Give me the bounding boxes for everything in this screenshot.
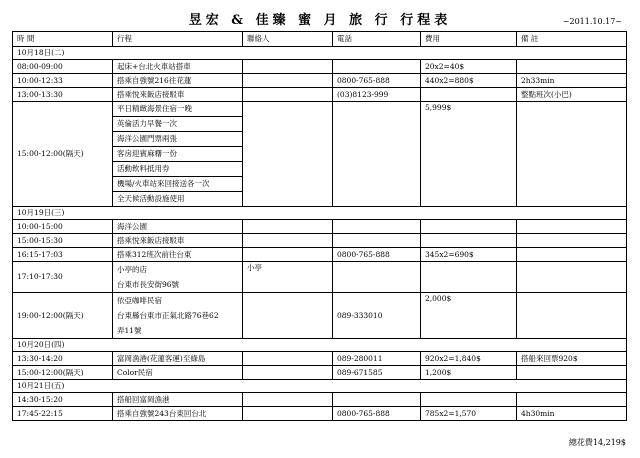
day-header-row	[13, 339, 627, 352]
table-row	[13, 74, 627, 88]
col-note: 備 註	[517, 32, 627, 47]
table-row	[13, 262, 627, 293]
inn-name: 依亞咖啡民宿	[117, 296, 162, 305]
table-row	[13, 293, 627, 339]
phone-cell: 089-671585	[333, 366, 421, 380]
plan-cell: 搭乘自強號216往花蓮	[113, 74, 243, 88]
time-cell: 15:00-15:30	[13, 234, 113, 248]
list-item: 海洋公園門票兩張	[113, 132, 242, 147]
contact-cell	[243, 234, 333, 248]
time-cell: 15:00-12:00(隔天)	[13, 102, 113, 207]
day-label: 10月18日(二)	[13, 47, 627, 60]
cost-cell	[421, 234, 517, 248]
day-label: 10月21日(五)	[13, 380, 627, 393]
document-date: ~2011.10.17~	[562, 17, 622, 26]
phone-cell	[333, 102, 421, 207]
time-cell: 19:00-12:00(隔天)	[13, 293, 113, 339]
phone-cell: (03)8123-999	[333, 88, 421, 102]
note-cell	[517, 234, 627, 248]
time-cell: 13:00-13:30	[13, 88, 113, 102]
day-label: 10月20日(四)	[13, 339, 627, 352]
page-title: 昱宏 & 佳臻 蜜 月 旅 行 行程表	[188, 13, 452, 28]
phone-cell: 0800-765-888	[333, 407, 421, 421]
time-cell: 16:15-17:03	[13, 248, 113, 262]
note-cell	[517, 293, 627, 339]
time-cell: 17:45-22:15	[13, 407, 113, 421]
contact-cell	[243, 393, 333, 407]
note-cell	[517, 393, 627, 407]
inn-address-cont: 弄11號	[117, 326, 142, 335]
note-cell: 4h30min	[517, 407, 627, 421]
contact-cell	[243, 352, 333, 366]
store-address: 台東市長安街96號	[117, 280, 180, 289]
phone-cell	[333, 234, 421, 248]
table-row	[13, 248, 627, 262]
cost-cell: 785x2=1,570	[421, 407, 517, 421]
contact-cell	[243, 407, 333, 421]
plan-cell: 搭船回富岡漁港	[113, 393, 243, 407]
note-cell	[517, 220, 627, 234]
cost-cell	[421, 393, 517, 407]
col-plan: 行程	[113, 32, 243, 47]
store-name: 小亭的店	[117, 265, 147, 274]
cost-cell	[421, 262, 517, 293]
time-cell: 13:30-14:20	[13, 352, 113, 366]
cost-cell: 5,999$	[421, 102, 517, 207]
cost-cell: 440x2=880$	[421, 74, 517, 88]
contact-cell	[243, 60, 333, 74]
time-cell: 10:00-15:00	[13, 220, 113, 234]
plan-cell	[113, 262, 243, 293]
time-cell: 10:00-12:33	[13, 74, 113, 88]
col-time: 時 間	[13, 32, 113, 47]
phone-cell: 089-280011	[333, 352, 421, 366]
plan-cell: 海洋公園	[113, 220, 243, 234]
col-contact: 聯絡人	[243, 32, 333, 47]
phone-cell	[333, 393, 421, 407]
note-cell: 整點班次(小巴)	[517, 88, 627, 102]
contact-cell	[243, 293, 333, 339]
contact-cell	[243, 366, 333, 380]
table-row	[13, 393, 627, 407]
day-header-row	[13, 47, 627, 60]
time-cell: 17:10-17:30	[13, 262, 113, 293]
table-row	[13, 234, 627, 248]
plan-cell: 搭乘悅來飯店接駁車	[113, 88, 243, 102]
col-cost: 費用	[421, 32, 517, 47]
list-item: 全天候活動設施使用	[117, 194, 185, 203]
phone-cell	[333, 220, 421, 234]
table-row	[13, 220, 627, 234]
phone-cell: 0800-765-888	[333, 248, 421, 262]
note-cell	[517, 248, 627, 262]
plan-cell: 搭乘312班次前往台東	[113, 248, 243, 262]
contact-cell: 小亭	[243, 262, 333, 293]
header-row	[13, 32, 627, 47]
col-phone: 電話	[333, 32, 421, 47]
list-item: 客房迎賓麻糬一份	[113, 147, 242, 162]
plan-cell: 起床+台北火車站搭車	[113, 60, 243, 74]
time-cell: 15:00-12:00(隔天)	[13, 366, 113, 380]
plan-cell	[113, 293, 243, 339]
note-cell	[517, 102, 627, 207]
phone-cell	[333, 60, 421, 74]
cost-cell: 2,000$	[421, 293, 517, 339]
note-cell: 2h33min	[517, 74, 627, 88]
plan-cell-list	[113, 102, 243, 207]
cost-cell	[421, 88, 517, 102]
inn-address: 台東縣台東市正氣北路76巷62	[117, 311, 219, 320]
cost-cell: 20x2=40$	[421, 60, 517, 74]
day-header-row	[13, 207, 627, 220]
plan-cell: 搭乘自強號243台東回台北	[113, 407, 243, 421]
note-cell	[517, 262, 627, 293]
day-header-row	[13, 380, 627, 393]
itinerary-table	[12, 31, 627, 421]
table-row	[13, 407, 627, 421]
contact-cell	[243, 74, 333, 88]
table-row	[13, 352, 627, 366]
table-row	[13, 60, 627, 74]
contact-cell	[243, 220, 333, 234]
note-cell	[517, 366, 627, 380]
cost-cell: 920x2=1,840$	[421, 352, 517, 366]
cost-cell: 345x2=690$	[421, 248, 517, 262]
note-cell: 搭船來回票920$	[517, 352, 627, 366]
contact-cell	[243, 248, 333, 262]
table-row	[13, 366, 627, 380]
plan-cell: Color民宿	[113, 366, 243, 380]
list-item: 平日精緻海景住宿一晚	[113, 102, 242, 117]
phone-cell: 089-333010	[333, 293, 421, 339]
day-label: 10月19日(三)	[13, 207, 627, 220]
table-row	[13, 88, 627, 102]
contact-cell	[243, 102, 333, 207]
contact-cell	[243, 88, 333, 102]
list-item: 英倫活力早餐一次	[113, 117, 242, 132]
table-row	[13, 102, 627, 207]
plan-cell: 搭乘悅來飯店接駁車	[113, 234, 243, 248]
list-item: 機場/火車站來回接送各一次	[113, 177, 242, 192]
cost-cell: 1,200$	[421, 366, 517, 380]
list-item: 活動飲料抵用券	[113, 162, 242, 177]
phone-cell	[333, 262, 421, 293]
phone-cell: 0800-765-888	[333, 74, 421, 88]
plan-cell: 富岡漁港(花蓮客運)至綠島	[113, 352, 243, 366]
time-cell: 14:30-15:20	[13, 393, 113, 407]
note-cell	[517, 60, 627, 74]
cost-cell	[421, 220, 517, 234]
time-cell: 08:00-09:00	[13, 60, 113, 74]
total-cost: 總花費14,219$	[568, 438, 626, 447]
